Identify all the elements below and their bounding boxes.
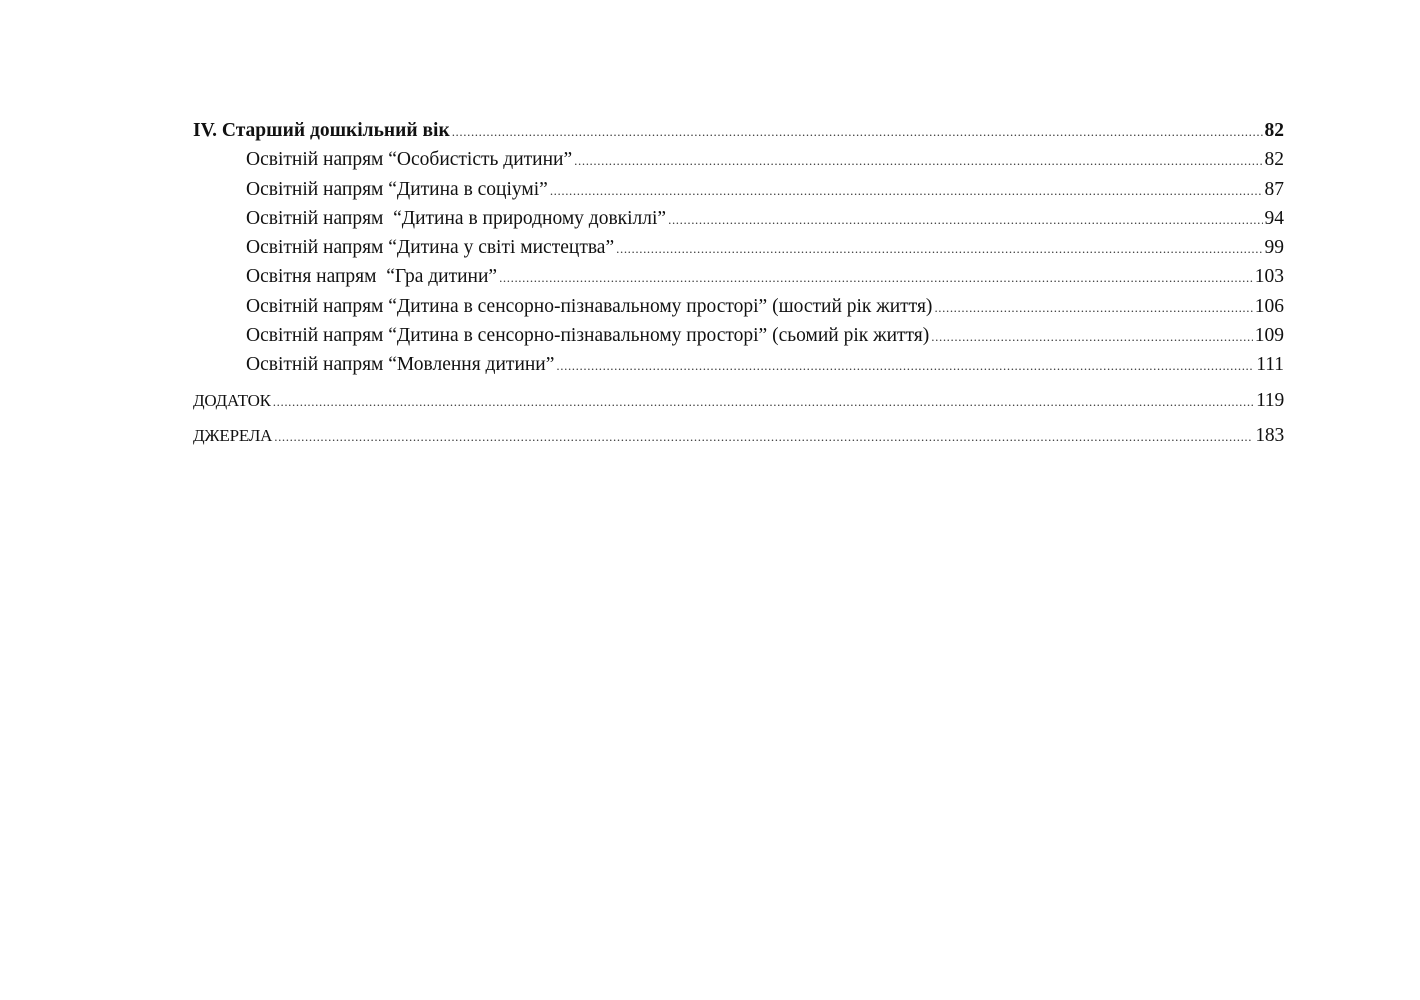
dot-leader (616, 234, 1262, 263)
dot-leader (273, 384, 1254, 420)
toc-entry-title: Освітній напрям “Дитина у світі мистецтва” (246, 237, 615, 259)
toc-entry-title: ДЖЕРЕЛА (193, 426, 273, 446)
toc-entry-sources[interactable] (193, 418, 1284, 454)
dot-leader (556, 351, 1254, 380)
toc-entry[interactable] (193, 292, 1284, 321)
toc-page-number: 183 (1255, 425, 1284, 447)
toc-entry-title: ДОДАТОК (193, 390, 271, 410)
table-of-contents (193, 116, 1284, 454)
toc-page-number: 82 (1264, 120, 1284, 141)
toc-section-heading[interactable] (193, 116, 1284, 145)
toc-entry[interactable] (193, 175, 1284, 204)
toc-entry-title: Освітній напрям “Дитина в соціумі” (246, 178, 548, 200)
toc-entry-appendix[interactable] (193, 383, 1284, 419)
dot-leader (499, 263, 1253, 292)
toc-entry[interactable] (193, 233, 1284, 262)
dot-leader (274, 419, 1253, 455)
toc-page-number: 111 (1256, 354, 1284, 376)
toc-page-number: 87 (1264, 178, 1284, 200)
toc-entry[interactable] (193, 145, 1284, 174)
toc-entry-title: Освітній напрям “Дитина в сенсорно-пізнавальному просторі” (сьомий рік життя) (246, 325, 930, 347)
toc-entry-title: Освітній напрям “Дитина в природному довкіллі” (246, 207, 667, 229)
dot-leader (668, 205, 1262, 234)
toc-entry[interactable] (193, 204, 1284, 233)
dot-leader (934, 293, 1252, 322)
toc-page-number: 109 (1254, 325, 1284, 347)
toc-entry-title: Освітній напрям “Особистість дитини” (246, 149, 573, 171)
toc-page-number: 106 (1254, 295, 1284, 317)
toc-page-number: 99 (1264, 237, 1284, 259)
dot-leader (931, 322, 1252, 351)
toc-page-number: 119 (1256, 389, 1284, 411)
toc-page-number: 94 (1264, 207, 1284, 229)
toc-entry[interactable] (193, 262, 1284, 291)
toc-entry-title: Освітня напрям “Гра дитини” (246, 266, 498, 288)
toc-entry-title: Освітній напрям “Мовлення дитини” (246, 354, 555, 376)
toc-entry[interactable] (193, 350, 1284, 379)
toc-entry-title: Освітній напрям “Дитина в сенсорно-пізнавальному просторі” (шостий рік життя) (246, 295, 933, 317)
toc-page-number: 82 (1264, 149, 1284, 171)
dot-leader (550, 176, 1263, 205)
toc-page-number: 103 (1254, 266, 1284, 288)
toc-entry-title: IV. Старший дошкільний вік (193, 120, 450, 141)
dot-leader (574, 146, 1262, 175)
dot-leader (452, 117, 1263, 146)
toc-entry[interactable] (193, 321, 1284, 350)
